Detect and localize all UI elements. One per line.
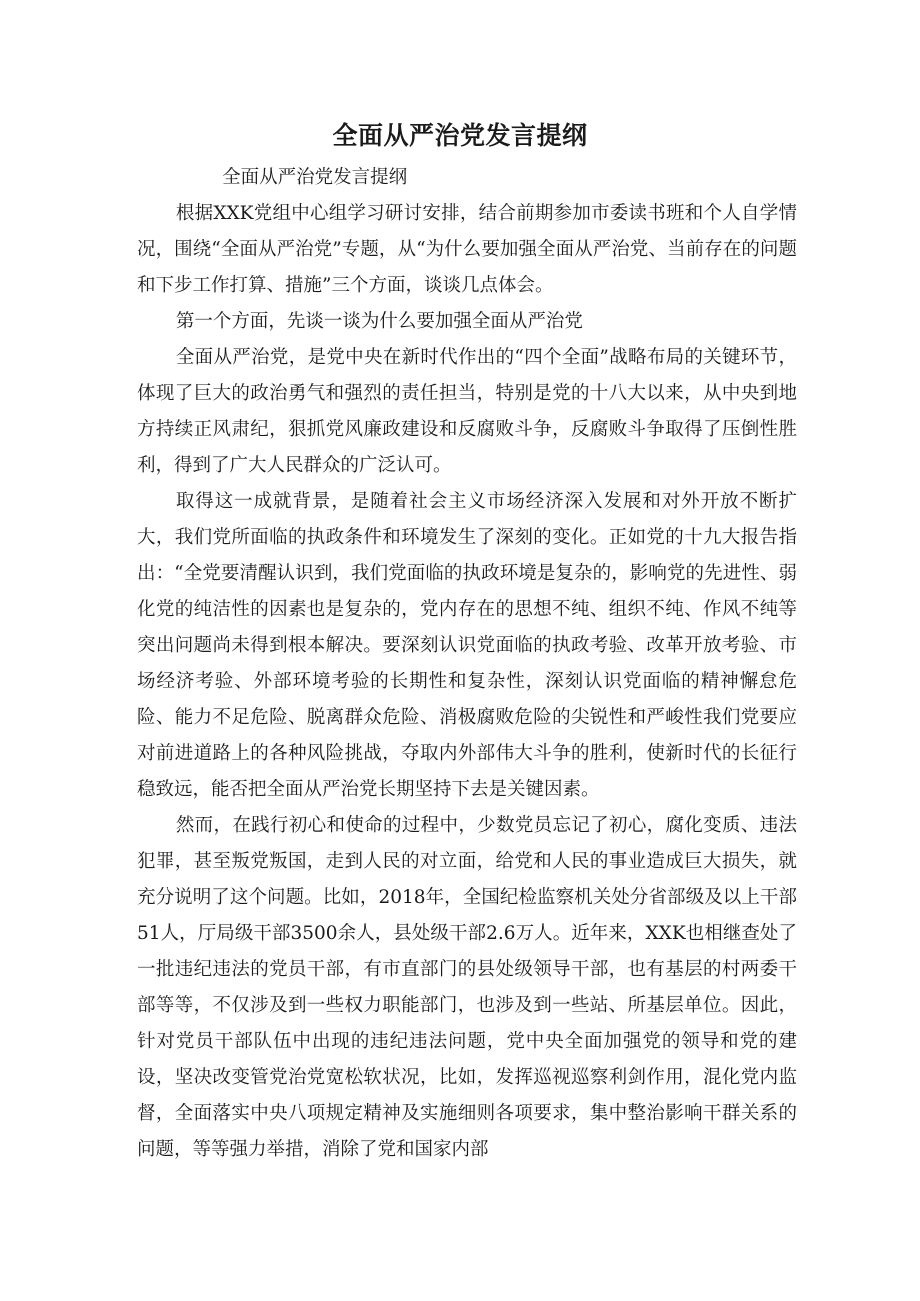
paragraph: 然而，在践行初心和使命的过程中，少数党员忘记了初心，腐化变质、违法犯罪，甚至叛党叛国，走到人民的对立面，给党和人民的事业造成巨大损失，就充分说明了这个问题。比如，2018年，全国纪检监察机关处分省部级及以上干部51人，厅局级干部3500余人，县处级干部2.6万人。近年来，XXK也相继查处了一批违纪违法的党员干部，有市直部门的县处级领导干部，也有基层的村两委干部等等，不仅涉及到一些权力职能部门，也涉及到一些站、所基层单位。因此，针对党员干部队伍中出现的违纪违法问题，党中央全面加强党的领导和党的建设，坚决改变管党治党宽松软状况，比如，发挥巡视巡察利剑作用，混化党内监督，全面落实中央八项规定精神及实施细则各项要求，集中整治影响干群关系的问题，等等强力举措，消除了党和国家内部 — [137, 815, 797, 1160]
document-title: 全面从严治党发言提纲 — [332, 121, 588, 150]
section-heading-1: 第一个方面，先谈一谈为什么要加强全面从严治党 — [175, 311, 583, 332]
paragraph: 取得这一成就背景，是随着社会主义市场经济深入发展和对外开放不断扩大，我们党所面临的执政条件和环境发生了深刻的变化。正如党的十九大报告指出：“全党要清醒认识到，我们党面临的执政环境是复杂的，影响党的先进性、弱化党的纯洁性的因素也是复杂的，党内存在的思想不纯、组织不纯、作风不纯等突出问题尚未得到根本解决。要深刻认识党面临的执政考验、改革开放考验、市场经济考验、外部环境考验的长期性和复杂性，深刻认识党面临的精神懈怠危险、能力不足危险、脱离群众危险、消极腐败危险的尖锐性和严峻性我们党要应对前进道路上的各种风险挑战，夺取内外部伟大斗争的胜利，使新时代的长征行稳致远，能否把全面从严治党长期坚持下去是关键因素。 — [137, 491, 797, 800]
paragraph: 全面从严治党，是党中央在新时代作出的“四个全面”战略布局的关键环节，体现了巨大的政治勇气和强烈的责任担当，特别是党的十八大以来，从中央到地方持续正风肃纪，狠抓党风廉政建设和反腐败斗争，反腐败斗争取得了压倒性胜利，得到了广大人民群众的广泛认可。 — [137, 347, 797, 476]
document-body — [137, 160, 797, 1168]
paragraph-intro: 根据XXK党组中心组学习研讨安排，结合前期参加市委读书班和个人自学情况，围绕“全面从严治党”专题，从“为什么要加强全面从严治党、当前存在的问题和下步工作打算、措施”三个方面，谈谈几点体会。 — [137, 203, 797, 296]
document-subtitle: 全面从严治党发言提纲 — [222, 167, 408, 188]
